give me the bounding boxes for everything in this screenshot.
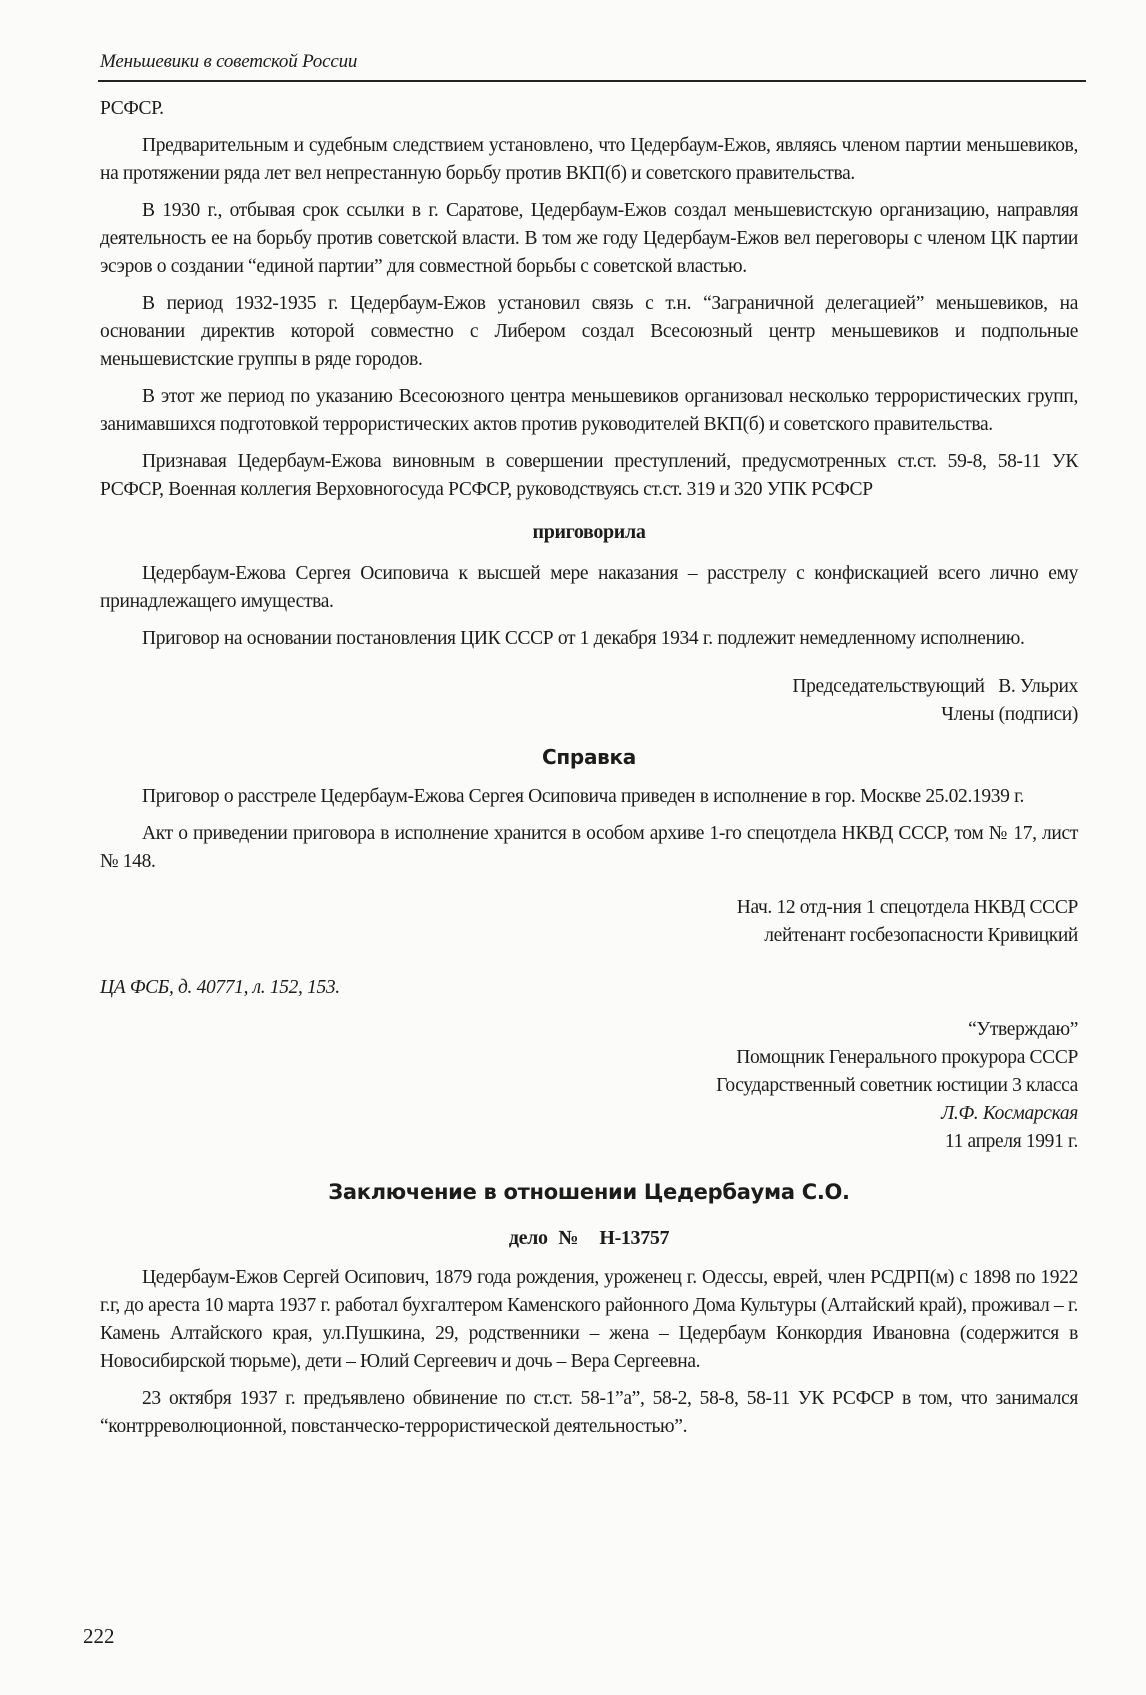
- certificate-signer-name: лейтенант госбезопасности Кривицкий: [764, 925, 1078, 946]
- page-body: [100, 95, 1078, 1441]
- conclusion-heading: Заключение в отношении Цедербаума С.О.: [328, 1180, 850, 1204]
- verdict-paragraph: В этот же период по указанию Всесоюзного центра меньшевиков организовал несколько террористических групп, занимавшихся подготовкой террористических актов против руководителей ВКП(б) и советского правительства.: [100, 386, 1078, 435]
- members-signature: Члены (подписи): [941, 704, 1078, 725]
- conclusion-paragraph: Цедербаум-Ежов Сергей Осипович, 1879 года рождения, уроженец г. Одессы, еврей, член РСДРП(м) с 1898 по 1922 г.г, до ареста 10 марта 1937 г. работал бухгалтером Каменского районного Дома Культуры (Алтайский край), проживал – г. Камень Алтайского края, ул.Пушкина, 29, родственники – жена – Цедербаум Конкордия Ивановна (содержится в Новосибирской тюрьме), дети – Юлий Сергеевич и дочь – Вера Сергеевна.: [100, 1267, 1078, 1372]
- verdict-lead-fragment: РСФСР.: [100, 98, 164, 119]
- approver-name: Л.Ф. Космарская: [941, 1103, 1078, 1124]
- approval-line: Помощник Генерального прокурора СССР: [736, 1047, 1078, 1068]
- book-page: [100, 40, 1078, 1441]
- certificate-signer-title: Нач. 12 отд-ния 1 спецотдела НКВД СССР: [736, 897, 1078, 918]
- approval-date: 11 апреля 1991 г.: [944, 1131, 1078, 1152]
- approval-block: [100, 1016, 1078, 1156]
- verdict-paragraph: В период 1932-1935 г. Цедербаум-Ежов установил связь с т.н. “Заграничной делегацией” меньшевиков, на основании директив которой совместно с Либером создал Всесоюзный центр меньшевиков и подпольные меньшевистские группы в ряде городов.: [100, 293, 1078, 370]
- verdict-paragraph: В 1930 г., отбывая срок ссылки в г. Саратове, Цедербаум-Ежов создал меньшевистскую организацию, направляя деятельность ее на борьбу против советской власти. В том же году Цедербаум-Ежов вел переговоры с членом ЦК партии эсэров о создании “единой партии” для совместной борьбы с советской властью.: [100, 200, 1078, 277]
- case-number: дело № Н-13757: [508, 1227, 670, 1249]
- certificate-paragraph: Акт о приведении приговора в исполнение хранится в особом архиве 1-го спецотдела НКВД СССР, том № 17, лист № 148.: [100, 823, 1078, 872]
- presiding-judge-signature: Председательствующий В. Ульрих: [792, 676, 1078, 697]
- conclusion-paragraph: 23 октября 1937 г. предъявлено обвинение по ст.ст. 58-1”а”, 58-2, 58-8, 58-11 УК РСФСР в том, что занимался “контрреволюционной, повстанческо-террористической деятельностью”.: [100, 1388, 1078, 1437]
- archive-reference: ЦА ФСБ, д. 40771, л. 152, 153.: [100, 977, 340, 998]
- page-number: 222: [83, 1624, 115, 1648]
- approval-line: Государственный советник юстиции 3 класса: [716, 1075, 1078, 1096]
- certificate-heading: Справка: [542, 745, 636, 769]
- approval-line: “Утверждаю”: [968, 1019, 1078, 1040]
- verdict-paragraph: Предварительным и судебным следствием установлено, что Цедербаум-Ежов, являясь членом партии меньшевиков, на протяжении ряда лет вел непрестанную борьбу против ВКП(б) и советского правительства.: [100, 135, 1078, 184]
- sentence-paragraph: Цедербаум-Ежова Сергея Осиповича к высшей мере наказания – расстрелу с конфискацией всего лично ему принадлежащего имущества.: [100, 563, 1078, 612]
- verdict-paragraph: Признавая Цедербаум-Ежова виновным в совершении преступлений, предусмотренных ст.ст. 59-8, 58-11 УК РСФСР, Военная коллегия Верховногосуда РСФСР, руководствуясь ст.ст. 319 и 320 УПК РСФСР: [100, 451, 1078, 500]
- running-head: Меньшевики в советской России: [100, 51, 358, 72]
- verdict-word: приговорила: [532, 521, 646, 543]
- header-rule: [98, 80, 1086, 82]
- verdict-signatures: [100, 673, 1078, 729]
- certificate-signatures: [100, 894, 1078, 950]
- certificate-paragraph: Приговор о расстреле Цедербаум-Ежова Сергея Осиповича приведен в исполнение в гор. Москве 25.02.1939 г.: [142, 786, 1025, 807]
- sentence-paragraph: Приговор на основании постановления ЦИК СССР от 1 декабря 1934 г. подлежит немедленному исполнению.: [142, 628, 1025, 649]
